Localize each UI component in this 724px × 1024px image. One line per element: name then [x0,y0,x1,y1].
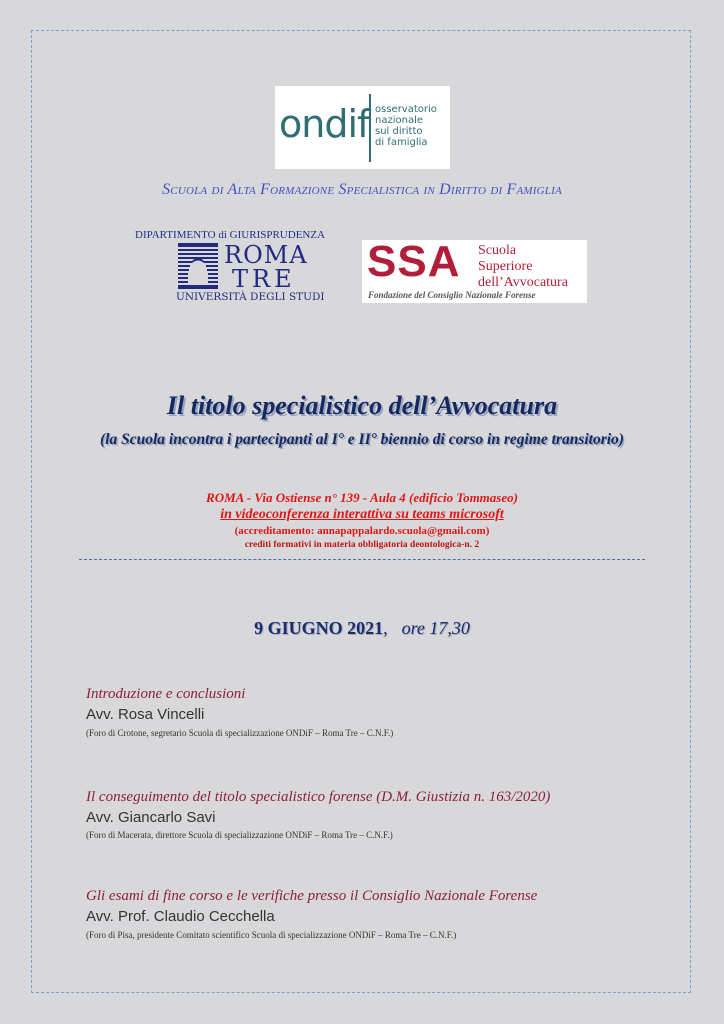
session-title: Il conseguimento del titolo specialistico forense (D.M. Giustizia n. 163/2020) [86,789,551,805]
ssa-name-line: Superiore [478,259,533,274]
session-speaker: Avv. Giancarlo Savi [86,809,216,826]
session-speaker: Avv. Prof. Claudio Cecchella [86,908,275,925]
section-divider [79,559,645,560]
ondif-logo-bar [369,94,371,162]
videoconference-note: in videoconferenza interattiva su teams microsoft [220,507,504,522]
department-label: DIPARTIMENTO di GIURISPRUDENZA [135,229,326,241]
ssa-name-line: dell’Avvocatura [478,275,568,290]
event-subtitle: (la Scuola incontra i partecipanti al I° e II° biennio di corso in regime transitorio) [100,431,624,448]
ondif-logo [275,86,450,169]
session-speaker-role: (Foro di Macerata, direttore Scuola di specializzazione ONDiF – Roma Tre – C.N.F.) [86,830,393,840]
session-speaker-role: (Foro di Crotone, segretario Scuola di specializzazione ONDiF – Roma Tre – C.N.F.) [86,728,394,738]
ssa-acronym: SSA [367,237,461,286]
ssa-logo [362,237,587,303]
accreditation-email: (accreditamento: annapappalardo.scuola@gmail.com) [234,525,490,537]
ssa-foundation: Fondazione del Consiglio Nazionale Forense [368,290,536,300]
date-separator: , [383,618,388,638]
ssa-name-line: Scuola [478,243,517,258]
venue-address: ROMA - Via Ostiense n° 139 - Aula 4 (edificio Tommaseo) [206,490,518,505]
ondif-line: nazionale [375,115,424,126]
session-title: Introduzione e conclusioni [86,686,246,702]
roma-tre-building-icon [176,241,220,291]
event-title: Il titolo specialistico dell’Avvocatura [166,391,558,420]
ondif-logo-word: ondif [279,102,370,146]
event-date: 9 GIUGNO 2021 [254,618,384,638]
ondif-logo-subtitle [375,104,449,148]
roma-tre-university: UNIVERSITÀ DEGLI STUDI [176,291,325,303]
school-title: Scuola di Alta Formazione Specialistica in Diritto di Famiglia [162,181,562,198]
session-speaker: Avv. Rosa Vincelli [86,706,205,723]
ondif-line: osservatorio [375,104,437,115]
ssa-name [478,243,568,291]
ondif-line: di famiglia [375,137,428,148]
training-credits: crediti formativi in materia obbligatoria deontologica-n. 2 [244,540,480,550]
event-time: ore 17,30 [401,618,470,638]
session-title: Gli esami di fine corso e le verifiche presso il Consiglio Nazionale Forense [86,888,538,904]
ondif-line: sul diritto [375,126,423,137]
roma-tre-roma: ROMA [224,241,308,269]
roma-tre-tre: TRE [232,265,296,293]
event-date-line [0,618,724,639]
roma-tre-logo [176,241,325,305]
session-speaker-role: (Foro di Pisa, presidente Comitato scientifico Scuola di specializzazione ONDiF – Roma Tre – C.N.F.) [86,930,457,940]
